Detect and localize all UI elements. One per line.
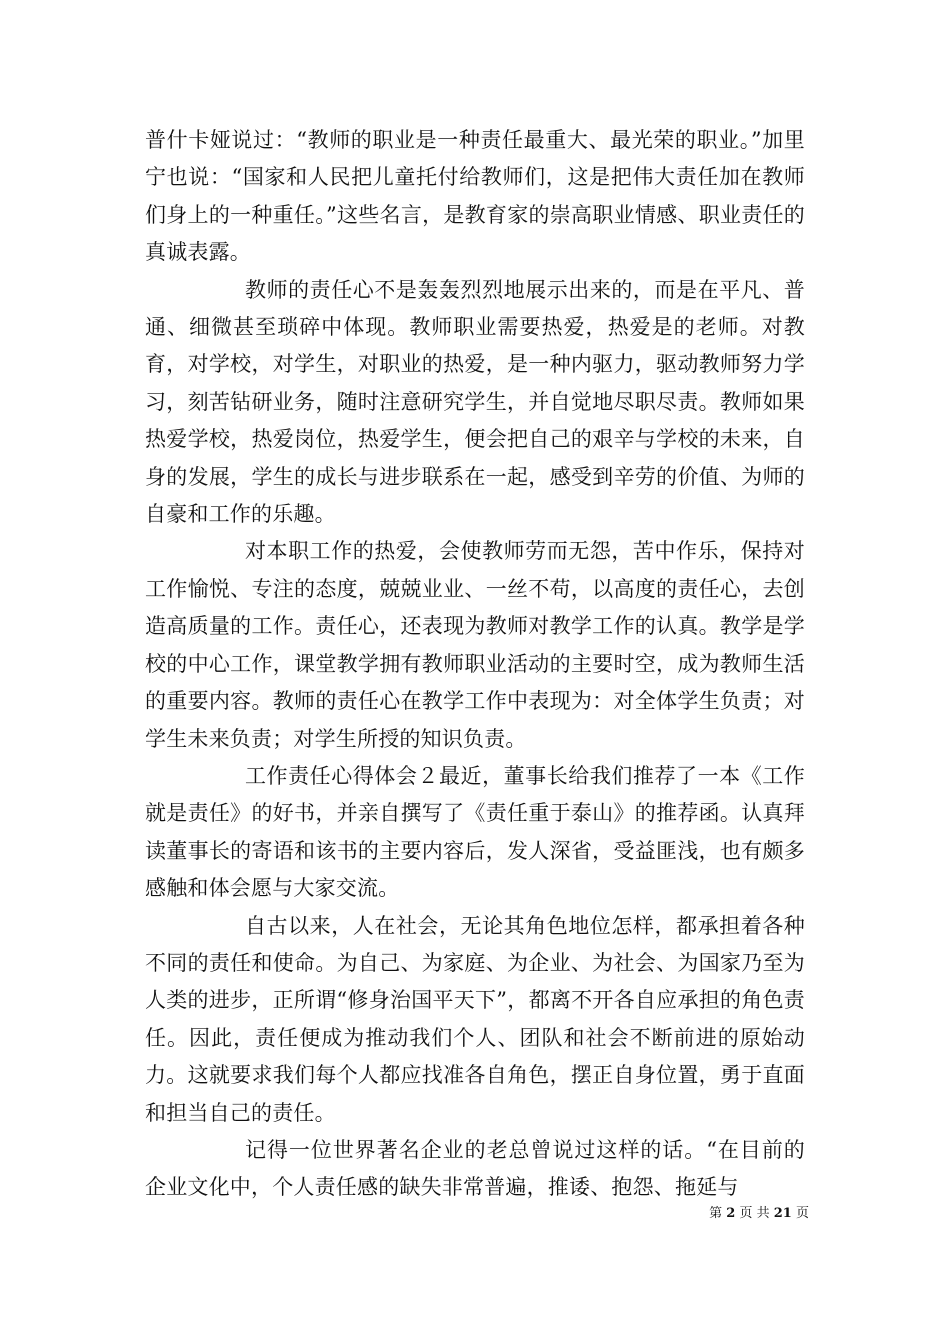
total-page-number: 21 <box>773 1206 792 1221</box>
page-footer <box>709 1202 809 1221</box>
paragraph-3: 对本职工作的热爱，会使教师劳而无怨，苦中作乐，保持对工作愉悦、专注的态度，兢兢业业、一丝不苟，以高度的责任心，去创造高质量的工作。责任心，还表现为教师对教学工作的认真。教学是学校的中心工作，课堂教学拥有教师职业活动的主要时空，成为教师生活的重要内容。教师的责任心在教学工作中表现为：对全体学生负责；对学生未来负责；对学生所授的知识负责。 <box>145 539 805 751</box>
paragraph-6: 记得一位世界著名企业的老总曾说过这样的话。“在目前的企业文化中，个人责任感的缺失非常普遍，推诿、抱怨、拖延与 <box>145 1137 805 1200</box>
paragraph-2: 教师的责任心不是轰轰烈烈地展示出来的，而是在平凡、普通、细微甚至琐碎中体现。教师职业需要热爱，热爱是的老师。对教育，对学校，对学生，对职业的热爱，是一种内驱力，驱动教师努力学习，刻苦钻研业务，随时注意研究学生，并自觉地尽职尽责。教师如果热爱学校，热爱岗位，热爱学生，便会把自己的艰辛与学校的未来，自身的发展，学生的成长与进步联系在一起，感受到辛劳的价值、为师的自豪和工作的乐趣。 <box>145 277 805 527</box>
footer-suffix: 页 <box>795 1206 809 1221</box>
current-page-number: 2 <box>726 1206 736 1221</box>
paragraph-1: 普什卡娅说过：“教师的职业是一种责任最重大、最光荣的职业。”加里宁也说：“国家和人民把儿童托付给教师们，这是把伟大责任加在教师们身上的一种重任。”这些名言，是教育家的崇高职业情感、职业责任的真诚表露。 <box>145 128 805 265</box>
paragraph-4: 工作责任心得体会２最近，董事长给我们推荐了一本《工作就是责任》的好书，并亲自撰写了《责任重于泰山》的推荐函。认真拜读董事长的寄语和该书的主要内容后，发人深省，受益匪浅，也有颇多感触和体会愿与大家交流。 <box>145 763 805 901</box>
footer-middle: 页 共 <box>739 1206 770 1221</box>
body-text <box>145 122 805 1207</box>
paragraph-5: 自古以来，人在社会，无论其角色地位怎样，都承担着各种不同的责任和使命。为自己、为家庭、为企业、为社会、为国家乃至为人类的进步，正所谓“修身治国平天下”，都离不开各自应承担的角色责任。因此，责任便成为推动我们个人、团队和社会不断前进的原始动力。这就要求我们每个人都应找准各自角色，摆正自身位置，勇于直面和担当自己的责任。 <box>145 913 805 1125</box>
footer-prefix: 第 <box>709 1206 723 1221</box>
